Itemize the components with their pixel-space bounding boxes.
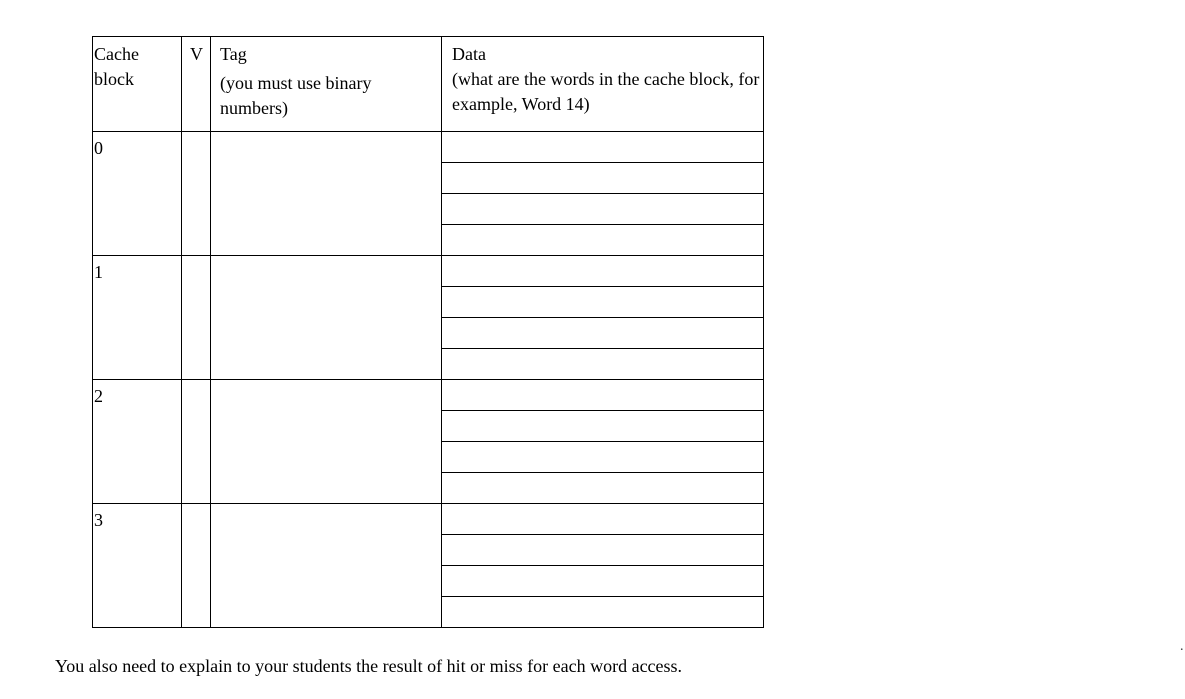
cache-block-cell	[93, 256, 182, 380]
tag-cell[interactable]	[211, 256, 442, 380]
header-tag-title: Tag	[220, 44, 247, 64]
cache-block-number: 3	[94, 510, 103, 530]
data-word-cell[interactable]	[442, 287, 764, 318]
cache-block-cell	[93, 504, 182, 628]
word-row	[93, 256, 764, 287]
cache-block-number: 2	[94, 386, 103, 406]
tag-cell[interactable]	[211, 380, 442, 504]
data-word-cell[interactable]	[442, 163, 764, 194]
header-tag	[211, 37, 442, 132]
valid-bit-cell[interactable]	[182, 380, 211, 504]
footer-instruction: You also need to explain to your students the result of hit or miss for each word access.	[55, 656, 683, 676]
stray-mark: .	[1180, 639, 1184, 654]
header-data	[442, 37, 764, 132]
header-cache-block	[93, 37, 182, 132]
valid-bit-cell[interactable]	[182, 132, 211, 256]
data-word-cell[interactable]	[442, 411, 764, 442]
valid-bit-cell[interactable]	[182, 504, 211, 628]
valid-bit-cell[interactable]	[182, 256, 211, 380]
header-data-title: Data	[452, 44, 486, 64]
word-row	[93, 380, 764, 411]
data-word-cell[interactable]	[442, 504, 764, 535]
tag-cell[interactable]	[211, 504, 442, 628]
data-word-cell[interactable]	[442, 597, 764, 628]
header-cache-label-line1: Cache	[94, 44, 139, 64]
cache-block-cell	[93, 380, 182, 504]
header-v	[182, 37, 211, 132]
data-word-cell[interactable]	[442, 349, 764, 380]
data-word-cell[interactable]	[442, 132, 764, 163]
header-data-note: (what are the words in the cache block, for example, Word 14)	[452, 69, 760, 114]
header-row	[93, 37, 764, 132]
data-word-cell[interactable]	[442, 566, 764, 597]
data-word-cell[interactable]	[442, 535, 764, 566]
data-word-cell[interactable]	[442, 442, 764, 473]
header-v-label: V	[190, 44, 203, 64]
data-word-cell[interactable]	[442, 194, 764, 225]
cache-block-number: 0	[94, 138, 103, 158]
tag-cell[interactable]	[211, 132, 442, 256]
cache-block-number: 1	[94, 262, 103, 282]
header-tag-note: (you must use binary numbers)	[220, 73, 372, 118]
word-row	[93, 132, 764, 163]
data-word-cell[interactable]	[442, 225, 764, 256]
header-cache-label-line2: block	[94, 69, 134, 89]
data-word-cell[interactable]	[442, 380, 764, 411]
cache-table	[92, 36, 764, 628]
data-word-cell[interactable]	[442, 256, 764, 287]
word-row	[93, 504, 764, 535]
data-word-cell[interactable]	[442, 473, 764, 504]
data-word-cell[interactable]	[442, 318, 764, 349]
cache-block-cell	[93, 132, 182, 256]
